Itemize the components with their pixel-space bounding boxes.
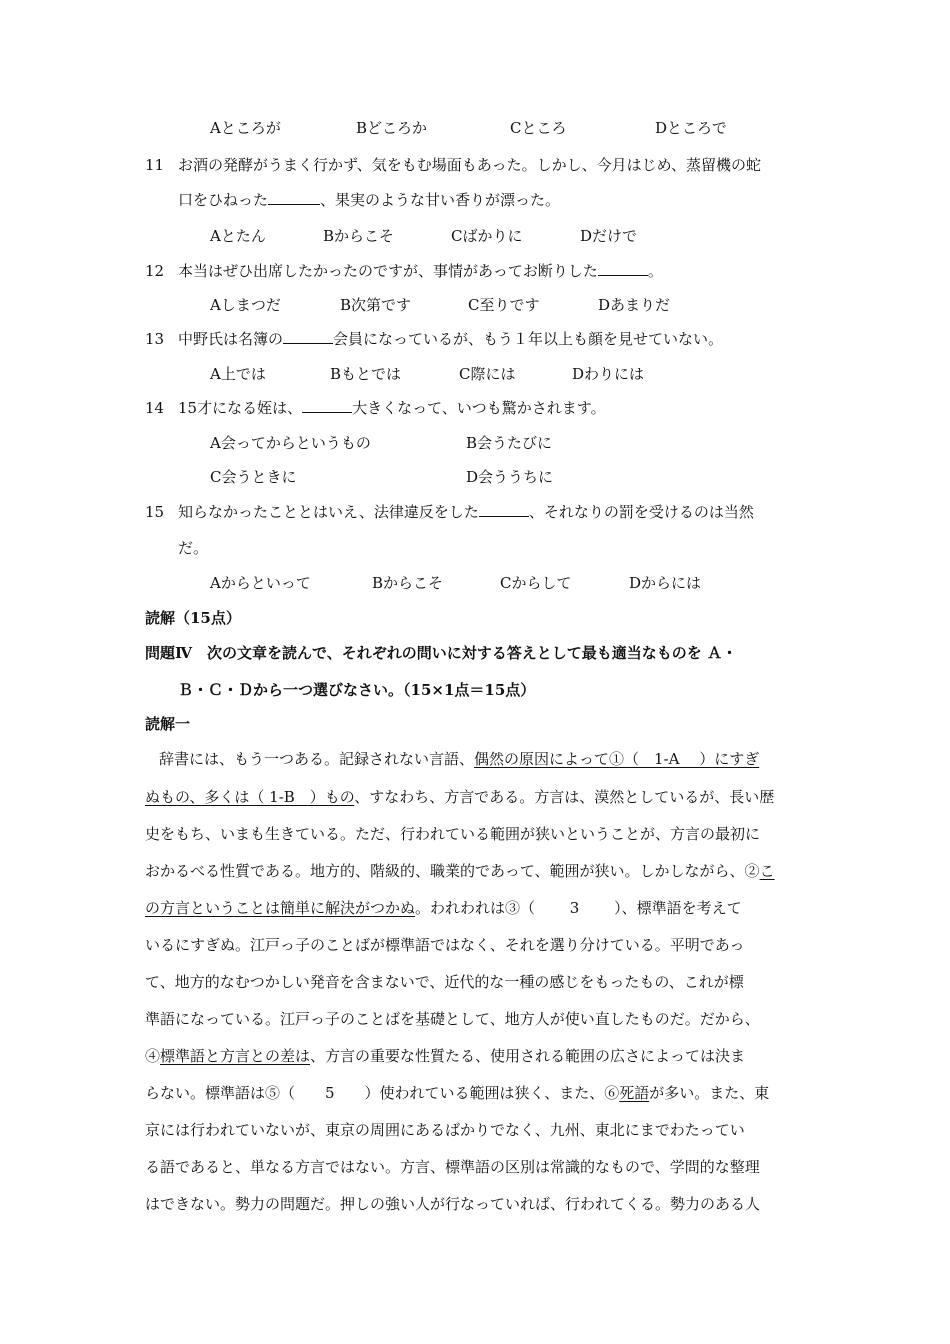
q12-option-a: Aしまつだ (210, 296, 281, 314)
passage-underline-9: 標準語と方言との差は (160, 1047, 311, 1065)
q10-options (0, 118, 950, 138)
q14-options-row2 (0, 467, 950, 487)
passage-2b: 、すなわち、方言である。方言は、漠然としているが、長い歴 (354, 788, 775, 806)
q12-text (178, 261, 663, 281)
q14-text-a: 15才になる姪は、 (178, 399, 303, 417)
q10-option-c: Cところ (510, 119, 567, 137)
problem-instruction-line1: 問題Ⅳ 次の文章を読んで、それぞれの問いに対する答えとして最も適当なものを Ａ・ (145, 644, 737, 662)
passage-10b: が多い。また、東 (649, 1084, 770, 1102)
passage-line-5 (145, 898, 810, 918)
q13-text-b: 会員になっているが、もう１年以上も顔を見せていない。 (333, 330, 724, 348)
q11-option-a: Aとたん (210, 227, 266, 245)
q13-option-b: Bもとでは (330, 365, 402, 383)
q14-option-b: B会うたびに (466, 434, 553, 452)
reading-subtitle: 読解一 (145, 715, 191, 733)
q15-options (0, 573, 950, 593)
q12-blank (598, 261, 648, 276)
q11-option-c: Cばかりに (451, 227, 523, 245)
q14-option-c: C会うときに (210, 468, 297, 486)
q15-option-c: Cからして (500, 574, 572, 592)
passage-underline-2: ぬもの、多くは（ 1-B ）もの (145, 788, 355, 806)
passage-underline-4: こ (759, 862, 775, 880)
q12-text-a: 本当はぜひ出席したかったのですが、事情があってお断りした (178, 262, 598, 280)
passage-underline-5: の方言ということは簡単に解決がつかぬ (145, 899, 416, 917)
q13-text-a: 中野氏は名簿の (178, 330, 284, 348)
passage-9b: 、方言の重要な性質たる、使用される範囲の広さによっては決ま (310, 1047, 746, 1065)
passage-line-9 (145, 1046, 810, 1066)
q15-text-line1 (178, 502, 754, 522)
passage-line-2 (145, 787, 810, 807)
q14-option-a: A会ってからというもの (210, 434, 371, 452)
q14-option-d: D会ううちに (466, 468, 554, 486)
passage-line-6: いるにすぎぬ。江戸っ子のことばが標準語ではなく、それを選り分けている。平明であっ (145, 936, 745, 954)
q11-text-2a: 口をひねった (178, 191, 269, 209)
problem-instruction-line2: Ｂ・Ｃ・Ｄから一つ選びなさい。（15×1点＝15点） (178, 681, 536, 699)
q15-text-1b: 、それなりの罰を受けるのは当然 (528, 503, 754, 521)
q14-text (178, 398, 606, 418)
passage-9a: ④ (145, 1047, 161, 1065)
passage-line-11: 京には行われていないが、東京の周囲にあるばかりでなく、九州、東北にまでわたってい (145, 1121, 745, 1139)
passage-line-10 (145, 1083, 810, 1103)
q13-option-d: Dわりには (572, 365, 645, 383)
passage-line-13: はできない。勢力の問題だ。押しの強い人が行なっていれば、行われてくる。勢力のある人 (145, 1195, 761, 1213)
q13-blank (283, 329, 333, 344)
passage-underline-1: 偶然の原因によって①（ 1-A ）にすぎ (474, 750, 760, 768)
q13-text (178, 329, 723, 349)
q15-blank (479, 502, 529, 517)
passage-underline-10: 死語 (619, 1084, 650, 1102)
passage-line-3: 史をもち、いまも生きている。ただ、行われている範囲が狭いということが、方言の最初に (145, 825, 761, 843)
q15-text-line2: だ。 (178, 539, 209, 557)
q11-option-d: Dだけで (580, 227, 638, 245)
q14-number: 14 (145, 399, 165, 417)
passage-4a: おかるべる性質である。地方的、階級的、職業的であって、範囲が狭い。しかしながら、② (145, 862, 760, 880)
passage-5b: 。われわれは③（ 3 ）、標準語を考えて (415, 899, 742, 917)
q15-option-b: Bからこそ (372, 574, 444, 592)
q13-option-a: A上では (210, 365, 266, 383)
q15-text-1a: 知らなかったこととはいえ、法律違反をした (178, 503, 479, 521)
passage-line-12: る語であると、単なる方言ではない。方言、標準語の区別は常識的なもので、学問的な整理 (145, 1158, 760, 1176)
section-title: 読解（15点） (145, 609, 241, 627)
q12-option-d: Dあまりだ (598, 296, 671, 314)
q12-options (0, 295, 950, 315)
q14-text-b: 大きくなって、いつも驚かされます。 (352, 399, 606, 417)
q12-text-b: 。 (647, 262, 663, 280)
q11-text-line2 (178, 190, 560, 210)
passage-line-4 (145, 861, 810, 881)
passage-line-1 (145, 749, 810, 769)
q10-option-d: Dところで (655, 119, 727, 137)
q15-option-a: Aからといって (210, 574, 311, 592)
q13-options (0, 364, 950, 384)
q15-option-d: Dからには (629, 574, 702, 592)
q12-option-c: C至りです (468, 296, 540, 314)
q11-option-b: Bからこそ (323, 227, 395, 245)
passage-10a: らない。標準語は⑤（ 5 ）使われている範囲は狭く、また、⑥ (145, 1084, 620, 1102)
q12-number: 12 (145, 262, 165, 280)
q14-blank (302, 398, 352, 413)
q11-text-2b: 、果実のような甘い香りが漂った。 (320, 191, 561, 209)
passage-1a: 辞書には、もう一つある。記録されない言語、 (159, 750, 475, 768)
passage-line-8: 準語になっている。江戸っ子のことばを基礎として、地方人が使い直したものだ。だから、 (145, 1010, 760, 1028)
q11-options (0, 226, 950, 246)
q10-option-b: Bどころか (356, 119, 428, 137)
q15-number: 15 (145, 503, 165, 521)
q11-blank (268, 190, 320, 205)
q11-text-line1: お酒の発酵がうまく行かず、気をもむ場面もあった。しかし、今月はじめ、蒸留機の蛇 (178, 156, 762, 174)
q13-option-c: C際には (459, 365, 516, 383)
q11-number: 11 (145, 156, 165, 174)
q10-option-a: Aところが (210, 119, 281, 137)
q12-option-b: B次第です (340, 296, 412, 314)
q14-options-row1 (0, 433, 950, 453)
q13-number: 13 (145, 330, 165, 348)
passage-line-7: て、地方的なむつかしい発音を含まないで、近代的な一種の感じをもったもの、これが標 (145, 973, 744, 991)
